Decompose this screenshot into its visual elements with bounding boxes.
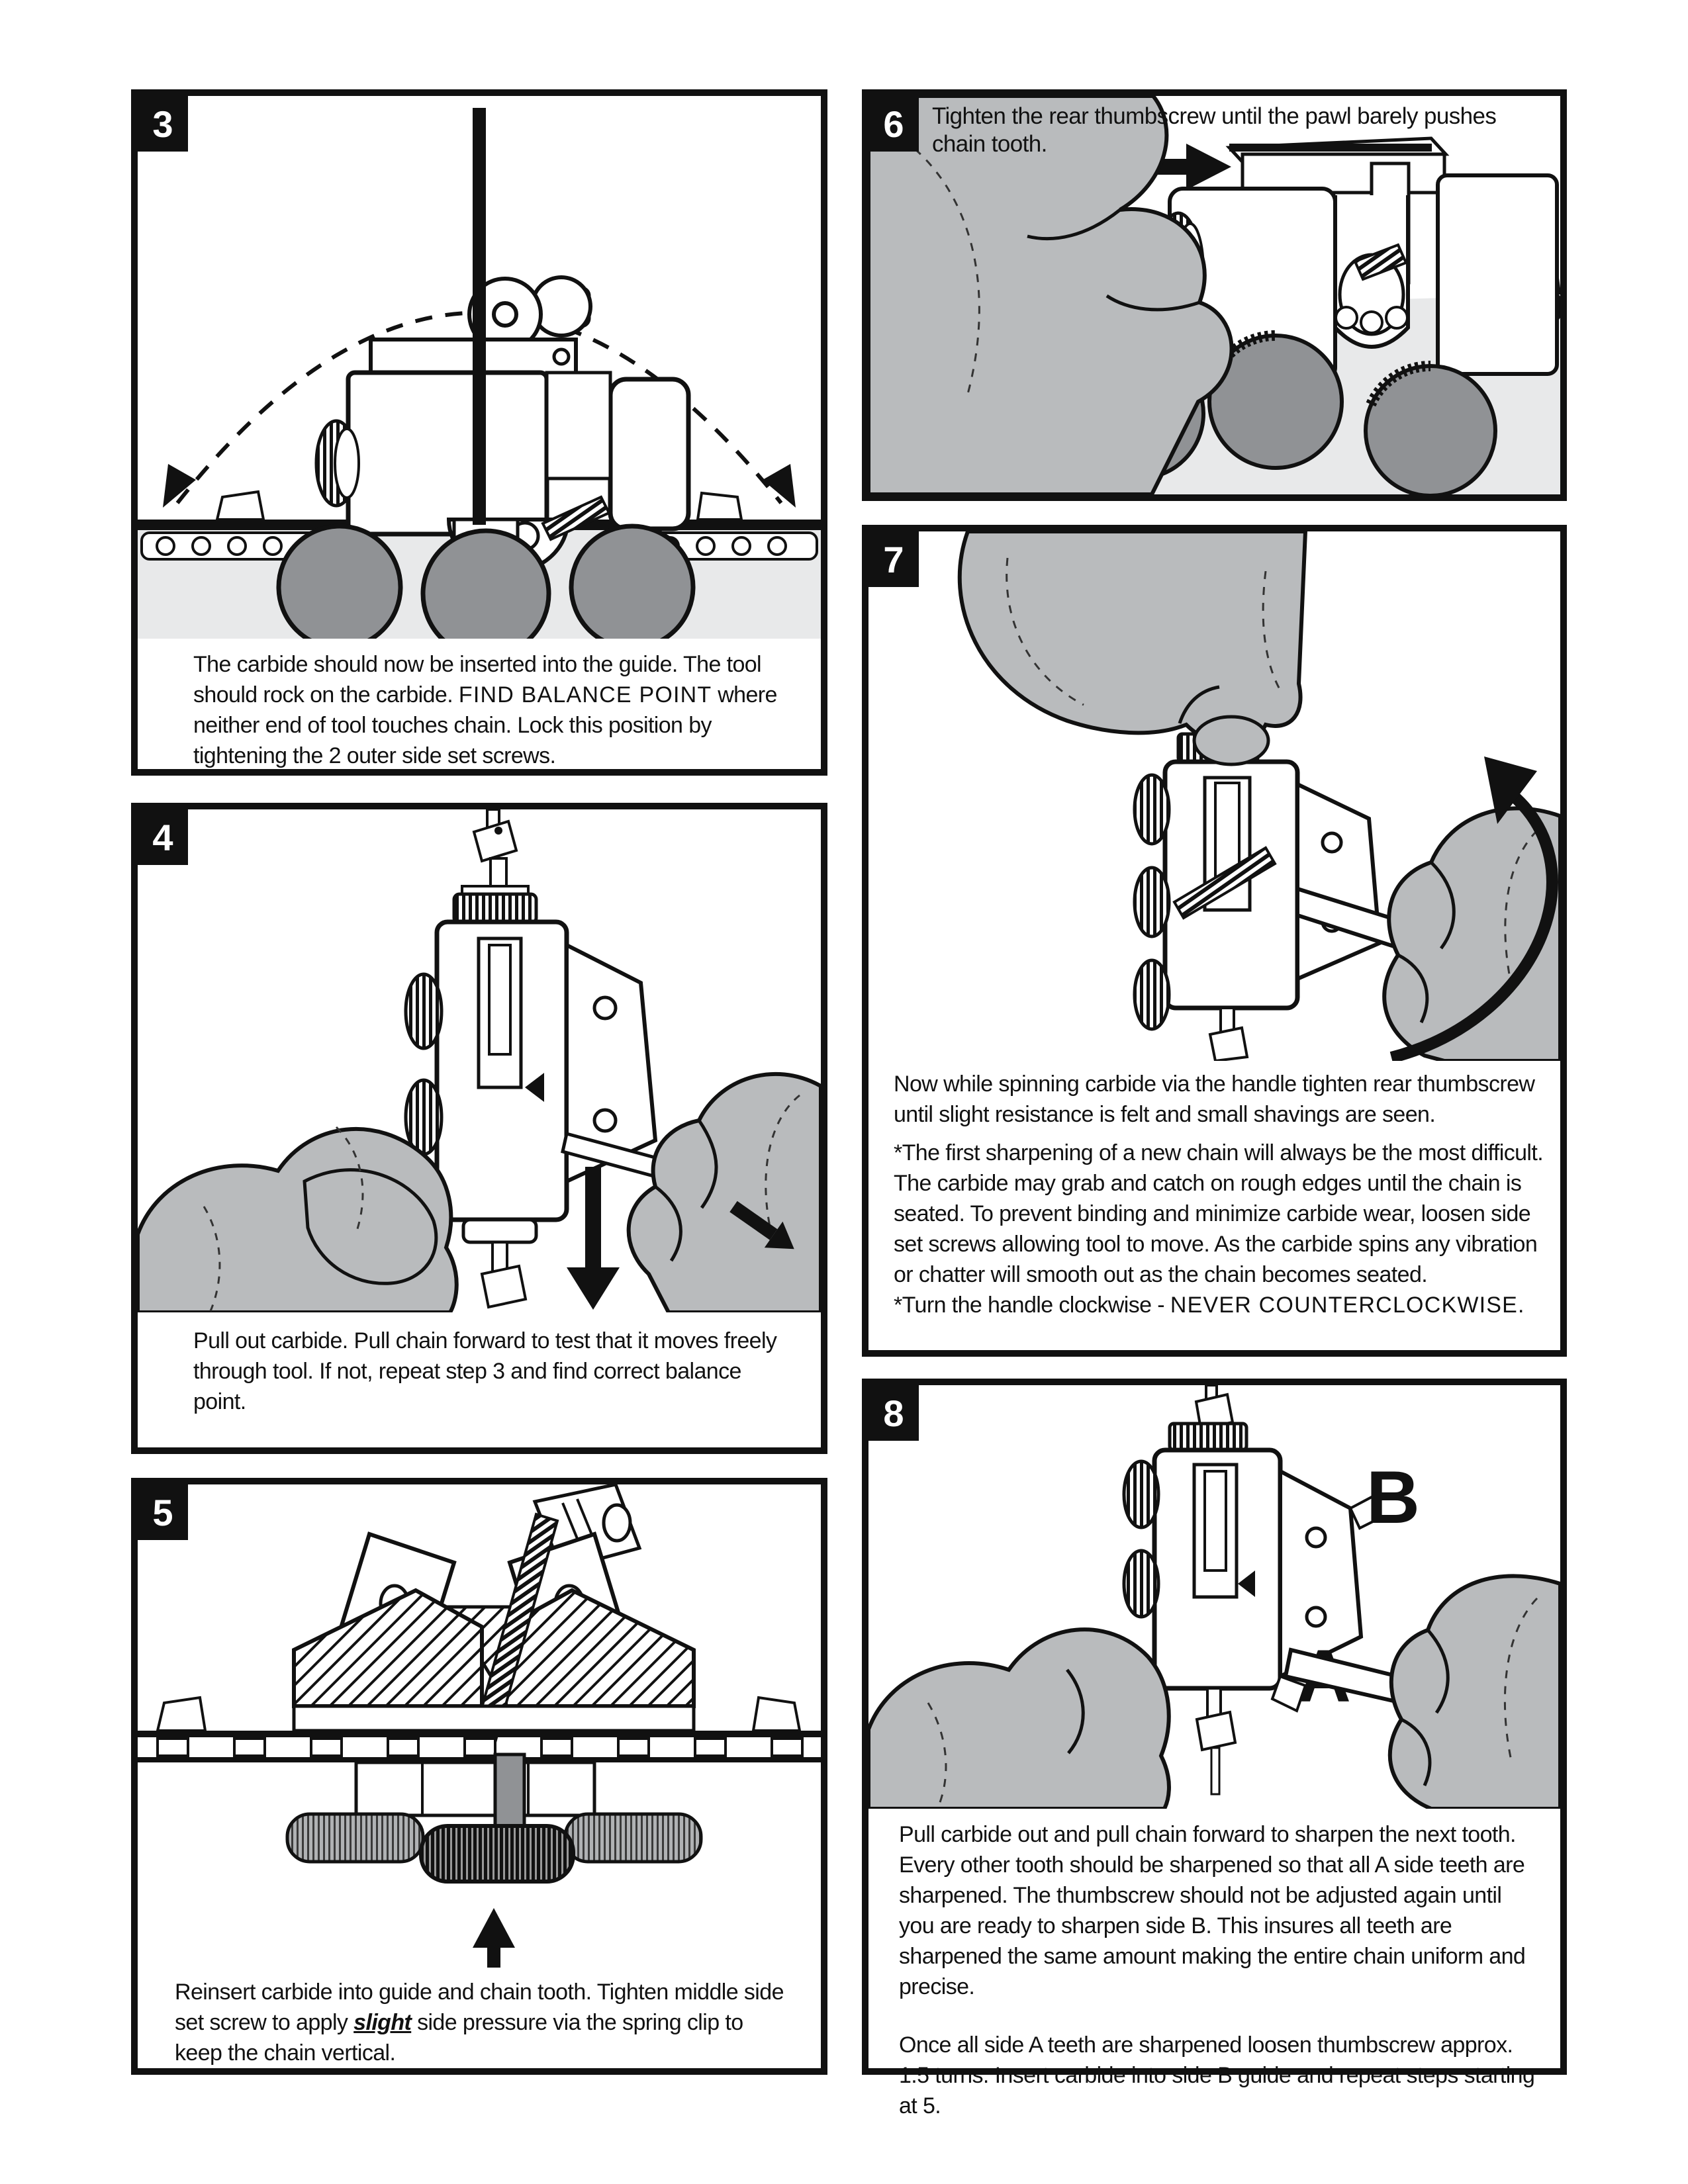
step8-para1: Pull carbide out and pull chain forward to sharpen the next tooth. Every other tooth should be sharpened so that all A side teeth are sharpened. The thumbscrew should not be adjusted again until you are ready to sharpen side B. This insures all teeth are sharpened the same amount making the entire chain uniform and precise. <box>899 1822 1526 1999</box>
side-set-screw-middle <box>1135 868 1169 936</box>
step4-pull-carbide-illustration <box>138 809 821 1312</box>
panel-step-5 <box>131 1478 827 2075</box>
paragraph-spacer <box>894 1130 1550 1138</box>
step3-text: The carbide should now be inserted into the guide. The tool should rock on the carbide. <box>193 652 762 707</box>
right-glove-hand <box>629 1074 821 1312</box>
step-number: 6 <box>883 103 904 145</box>
side-set-screw-middle <box>406 1080 442 1154</box>
step7-warning: NEVER COUNTERCLOCKWISE. <box>1170 1293 1525 1318</box>
left-glove-hand <box>868 1629 1169 1809</box>
step5-reinsert-illustration <box>138 1484 821 1968</box>
step8-para2: Once all side A teeth are sharpened loosen thumbscrew approx. 1.5 turns. Insert carbide into side B guide and repeat steps starting at 5. <box>899 2032 1535 2118</box>
step7-para3 <box>894 1290 1550 1320</box>
step7-instructions <box>868 1061 1560 1320</box>
panel-step-4 <box>131 803 827 1454</box>
left-glove-hand <box>138 1127 457 1312</box>
top-glove-hand <box>960 531 1305 764</box>
step-number-badge <box>868 96 919 152</box>
paragraph-spacer <box>899 2002 1540 2030</box>
vertical-reference-bar <box>473 108 486 525</box>
lower-housing <box>356 1762 594 1815</box>
top-thumbscrew <box>454 894 536 923</box>
step-number: 3 <box>152 103 173 145</box>
step3-balance-illustration <box>138 96 821 639</box>
step8-instructions <box>868 1809 1560 2121</box>
step5-text-end: side pressure via the spring clip to keep the chain vertical. <box>175 2010 743 2066</box>
panel-step-7 <box>862 525 1567 1357</box>
sharpening-tool-vertical <box>1135 725 1380 1061</box>
thumb-wheel-left <box>279 526 400 639</box>
middle-set-screw <box>421 1826 573 1882</box>
step-number-badge <box>138 1484 188 1540</box>
step-number: 7 <box>883 538 904 580</box>
chain-bottom <box>1197 1712 1235 1750</box>
step5-instructions <box>138 1968 821 2068</box>
panel-step-8 <box>862 1379 1567 2118</box>
step5-emphasis: slight <box>353 2010 412 2035</box>
step6-caption: Tighten the rear thumbscrew until the pawl barely pushes chain tooth. <box>932 103 1497 157</box>
side-set-screw-bottom <box>1135 960 1169 1029</box>
step5-text: Reinsert carbide into guide and chain tooth. Tighten middle side set screw to apply <box>175 1979 784 2035</box>
right-glove-hand <box>1390 1576 1560 1809</box>
step-number-badge <box>868 1385 919 1441</box>
step-number-badge <box>868 531 919 587</box>
outer-set-screw-right <box>565 1814 701 1862</box>
step-number-badge <box>138 96 188 152</box>
side-set-screw-top <box>406 974 442 1048</box>
thumb-wheel-middle <box>423 531 549 639</box>
step-number: 4 <box>152 816 173 858</box>
step-number: 5 <box>152 1491 173 1533</box>
step4-instructions: Pull out carbide. Pull chain forward to test that it moves freely through tool. If not, repeat step 3 and find correct balance point. <box>193 1328 777 1414</box>
step7-para2: *The first sharpening of a new chain will always be the most difficult. The carbide may grab and catch on rough edges until the chain is seated. To prevent binding and minimize carbide wear, loosen side set screws allowing tool to move. As the carbide spins any vibration or chatter will smooth out as the chain becomes seated. <box>894 1140 1544 1287</box>
chain-bottom <box>1210 1028 1247 1061</box>
step7-para3-text: *Turn the handle clockwise - <box>894 1293 1170 1318</box>
step-number: 8 <box>883 1392 904 1434</box>
thumb-wheel-right <box>1366 366 1495 494</box>
panel-step-6 <box>862 89 1567 501</box>
side-b-label: B <box>1366 1456 1420 1539</box>
step7-para1: Now while spinning carbide via the handle tighten rear thumbscrew until slight resistance is felt and small shavings are seen. <box>894 1071 1535 1127</box>
step3-emphasis: FIND BALANCE POINT <box>458 682 712 707</box>
step8-side-a-b-illustration <box>868 1385 1560 1809</box>
step7-spin-handle-illustration <box>868 531 1560 1061</box>
step-number-badge <box>138 809 188 865</box>
side-set-screw-middle <box>1124 1551 1158 1617</box>
thumb-wheel-right <box>571 526 693 639</box>
chain-bottom <box>482 1266 526 1307</box>
chain-top <box>474 809 516 893</box>
outer-set-screw-left <box>287 1814 423 1862</box>
side-set-screw-top <box>1124 1461 1158 1527</box>
down-arrow-icon <box>567 1167 620 1310</box>
panel-step-3 <box>131 89 827 776</box>
step3-text-end: where neither end of tool touches chain. Lock this position by tightening the 2 outer side set screws. <box>193 682 777 768</box>
tool-base <box>294 1706 694 1731</box>
side-set-screw-top <box>1135 775 1169 844</box>
step3-instructions <box>138 639 821 771</box>
up-arrow-icon <box>473 1908 515 1968</box>
top-thumbscrew <box>1170 1424 1246 1450</box>
